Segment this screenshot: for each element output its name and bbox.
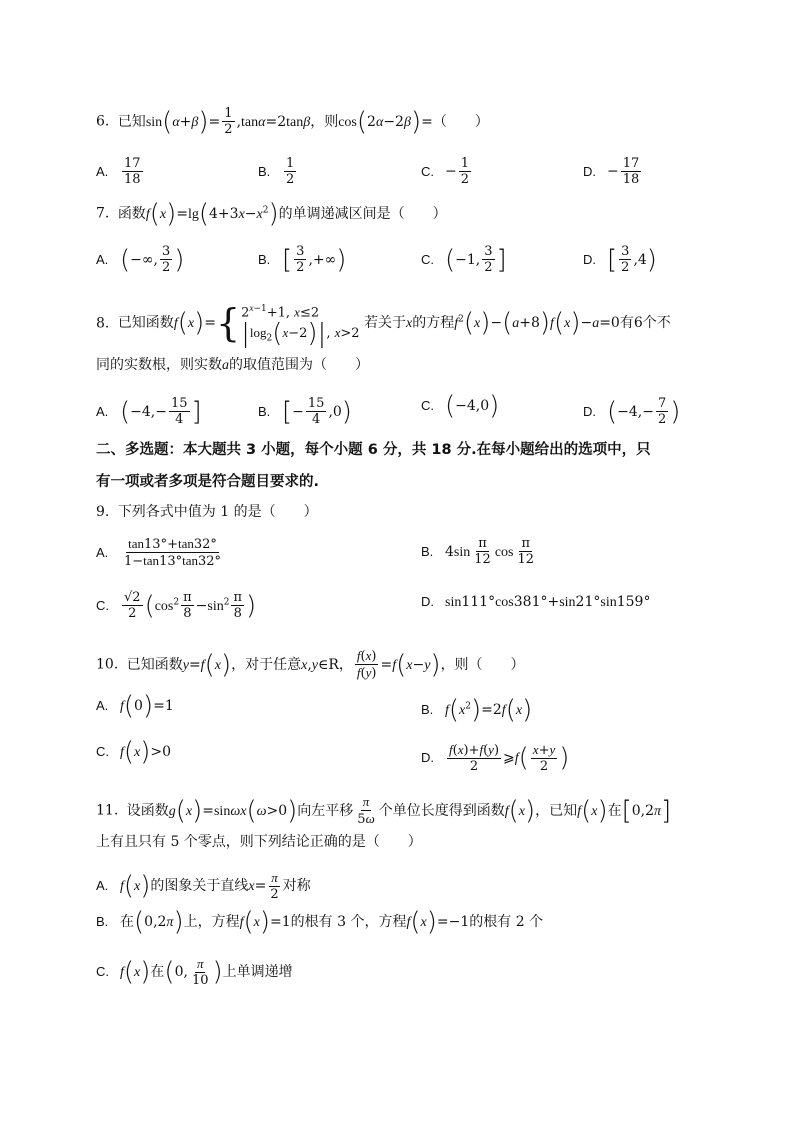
option-b[interactable] [258,244,346,275]
option-value: f(x)的图象关于直线x= $\frac{\pi}{2}$ 对称 [120,870,311,902]
option-label: D. [583,251,596,267]
option-value: 在(0,2π)上，方程f(x)=1的根有 3 个，方程f(x)=−1的根有 2 个 [120,907,544,937]
option-c[interactable] [421,244,507,275]
option-c[interactable] [96,590,256,621]
option-value: (−∞, $\frac{3}{2}$ ) [120,244,185,275]
question-7 [96,198,447,229]
option-label: D. [421,594,434,609]
option-label: C. [96,744,109,759]
question-text-line2: 上有且只有 5 个零点，则下列结论正确的是（ ） [96,834,422,850]
option-value: [ $\frac{3}{2}$ ,+∞) [282,244,347,275]
option-label: D. [583,403,596,419]
option-label: B. [96,914,109,929]
option-value: [− $\frac{15}{4}$ ,0) [282,396,352,427]
option-value: $f(x^2)=2f(x)$ [445,694,533,725]
option-label: A. [96,544,109,560]
question-6 [96,106,489,137]
option-c[interactable] [96,956,293,988]
option-value: $\frac{1}{2}$ [460,156,470,187]
option-label: B. [421,543,434,559]
option-value: sin111°cos381°+sin21°sin159° [445,594,651,610]
option-b[interactable] [421,694,533,725]
option-b[interactable] [96,907,544,937]
option-value: $\frac{1}{2}$ [286,156,295,187]
option-b[interactable] [258,156,298,187]
option-value: $\frac{√2}{2}$ ($\cos^2$ $\frac{\pi}{8}$ $-\sin^2$ $\frac{\pi}{8}$ ) [124,590,257,621]
question-number: 6. [96,113,110,130]
option-label: B. [258,163,271,179]
option-label: C. [421,251,434,267]
option-label: C. [96,964,109,979]
option-b[interactable] [421,536,538,567]
question-11-line2 [96,832,422,852]
option-a[interactable] [96,396,202,427]
option-a[interactable] [96,244,184,275]
option-label: C. [421,398,434,413]
question-text: 已知sin(α+β)= $\frac{1}{2}$ ,tanα=2tanβ，则cos(2α−2β)=（ ） [117,106,489,137]
option-label: B. [258,251,271,267]
option-value: (−1, $\frac{3}{2}$ ] [445,244,507,275]
question-number: 10. [96,656,119,673]
question-text-line2: 同的实数根，则实数a的取值范围为（ ） [96,357,369,373]
option-d[interactable] [583,396,680,427]
option-label: D. [421,750,434,765]
option-d[interactable] [421,742,569,774]
option-label: A. [96,878,109,893]
option-c[interactable] [96,737,172,767]
option-a[interactable] [96,691,174,721]
question-text: 下列各式中值为 1 的是（ ） [117,504,318,520]
option-d[interactable] [583,244,657,275]
question-text-line1: 设函数g(x)=sinωx(ω>0)向左平移 $\frac{\pi}{5\omega}$ 个单位长度得到函数f(x)，已知f(x)在[0,2π] [126,794,672,827]
option-value: f(x)在(0, $\frac{\pi}{10}$ )上单调递增 [120,956,293,988]
option-value: $\frac{17}{18}$ [124,156,141,187]
option-c[interactable]: C. − $\frac{1}{2}$ [421,156,470,187]
option-value: $\frac{17}{18}$ [622,156,640,187]
option-label: A. [96,163,109,179]
option-d[interactable]: D. − $\frac{17}{18}$ [583,156,640,187]
question-number: 7. [96,205,110,222]
option-value: [ $\frac{3}{2}$ ,4) [607,244,657,275]
question-number: 8. [96,315,110,332]
option-a[interactable] [96,536,225,569]
option-label: A. [96,698,109,713]
option-label: D. [583,163,596,179]
section-header-line1: 二、多选题：本大题共 3 小题，每个小题 6 分，共 18 分.在每小题给出的选项中，只 [96,442,651,458]
question-number: 9. [96,504,110,520]
option-label: A. [96,251,109,267]
option-value: (−4,0) [445,391,500,421]
option-d[interactable] [421,592,650,613]
option-b[interactable] [258,396,352,427]
question-number: 11. [96,802,119,819]
option-a[interactable] [96,870,311,902]
option-value: 4sin $\frac{\pi}{12}$ cos $\frac{\pi}{12}$ [445,536,535,567]
option-value: $\frac{f(x)+f(y)}{2}$ ⩾f( $\frac{x+y}{2}$ ) [449,742,570,774]
option-label: A. [96,403,109,419]
option-value: (−4,− $\frac{7}{2}$ ) [607,396,681,427]
option-label: B. [421,701,434,717]
option-value: (−4,− $\frac{15}{4}$ ] [120,396,202,427]
question-8 [96,298,671,349]
option-label: C. [421,163,434,179]
option-value: $\frac{\tan 13^\circ+\tan 32^\circ}{1-\tan 13^\circ\tan 32^\circ}$ [124,536,222,569]
question-9 [96,502,318,522]
option-label: C. [96,597,109,613]
question-10 [96,648,525,681]
option-value: f(0)=1 [120,691,174,721]
option-a[interactable] [96,156,145,187]
option-c[interactable] [421,391,500,421]
option-label: B. [258,403,271,419]
question-text-line1: 已知函数f(x)={ $2^{x-1}+1$, x≤2 $|\log_2(x-2)|$, x>2 若关于x的方程$f^2(x)-(a+8)f(x)-a=0$有6个不 [117,301,671,349]
question-11 [96,794,671,827]
question-text: 已知函数y=f(x)，对于任意x,y∈R， $\frac{f(x)}{f(y)}$ =f(x−y)，则（ ） [126,648,525,681]
question-8-line2 [96,355,369,376]
option-value: f(x)>0 [120,737,172,767]
section-header-line2: 有一项或者多项是符合题目要求的. [96,474,320,490]
question-text: 函数$f(x)=\lg(4+3x-x^2)$的单调递减区间是（ ） [117,198,447,229]
